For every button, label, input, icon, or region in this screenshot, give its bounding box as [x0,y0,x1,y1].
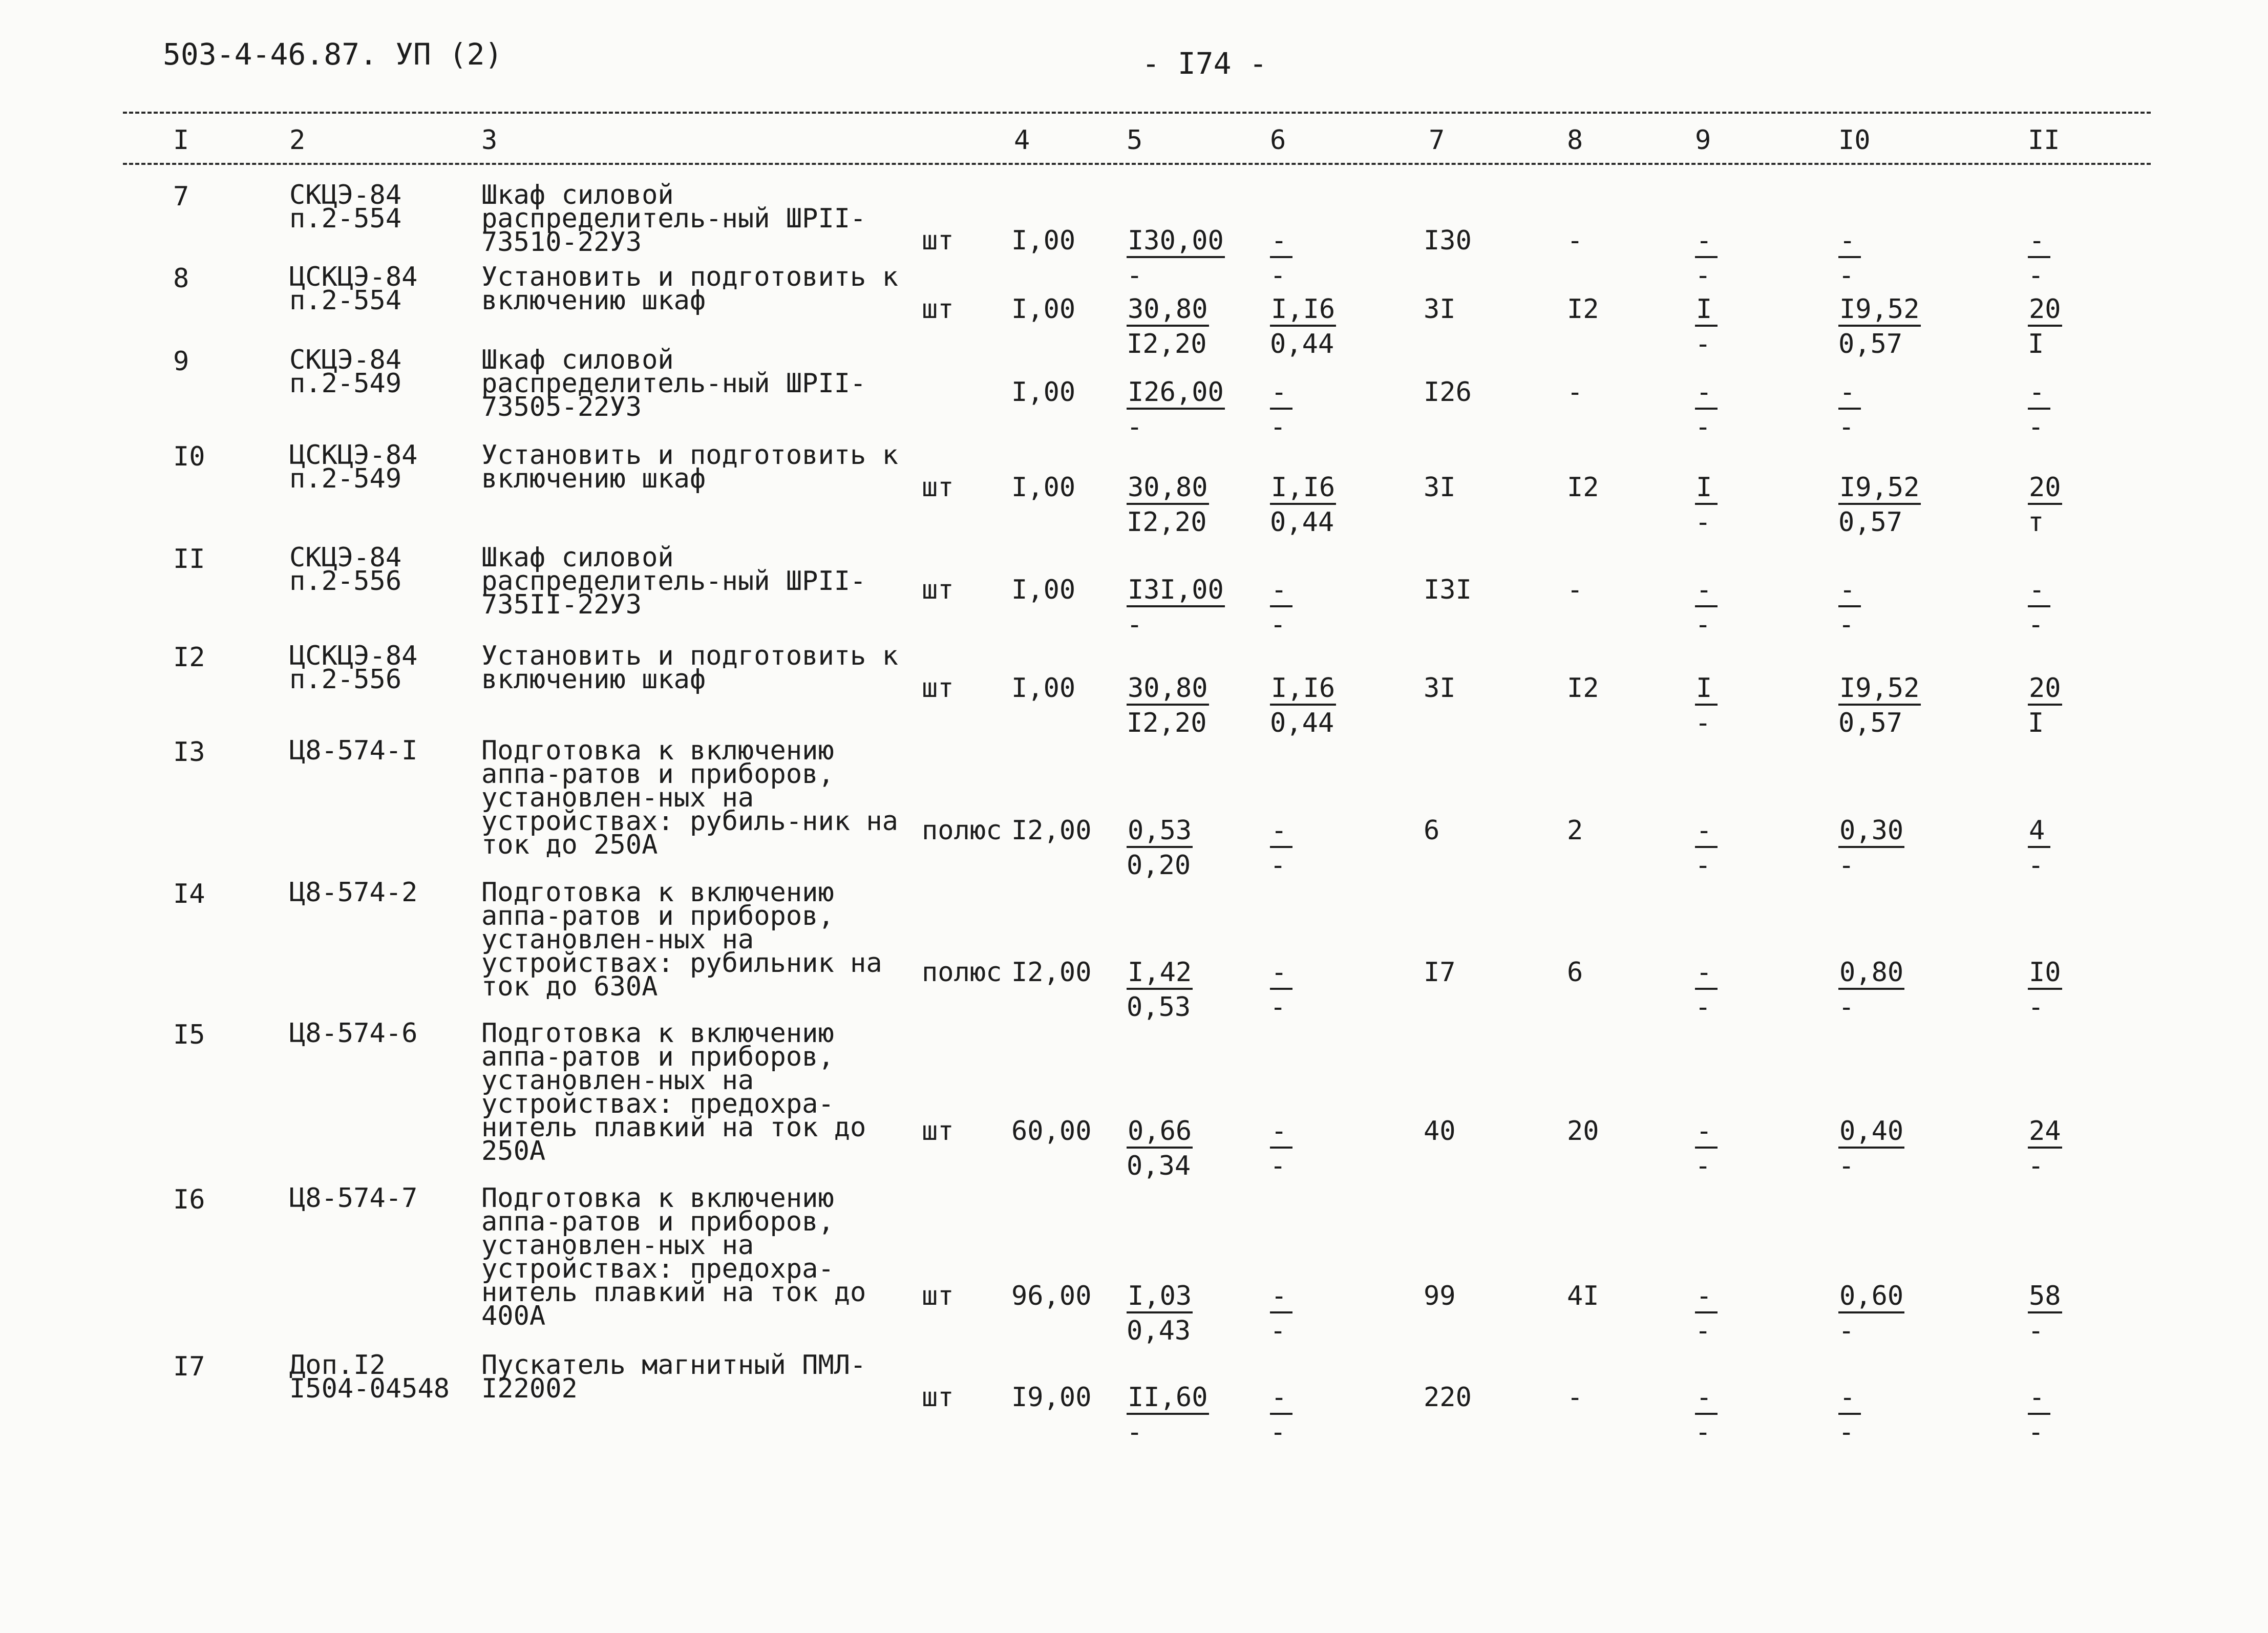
row-col11-denominator: - [2028,1316,2044,1346]
column-header-10: I0 [1838,125,1871,156]
row-col11-denominator: - [2028,992,2044,1023]
row-col6-denominator: 0,44 [1270,708,1334,738]
row-col10-denominator: - [1838,609,1855,640]
row-col5-numerator: 30,80 [1127,675,1209,706]
row-col7: 40 [1424,1116,1456,1147]
row-description: Пускатель магнитный ПМЛ-I22002 [481,1350,866,1404]
row-col10-numerator: 0,80 [1838,959,1904,990]
row-col10-denominator: - [1838,1417,1855,1448]
row-col6-denominator: - [1270,850,1286,881]
row-col9-numerator: - [1695,1384,1718,1415]
row-col5-numerator: I26,00 [1127,379,1225,410]
row-col6 [1270,1283,1292,1344]
row-col6-numerator: - [1270,817,1292,848]
row-col10-denominator: - [1838,260,1855,291]
row-col6-denominator: - [1270,1316,1286,1346]
row-col5-denominator: 0,34 [1127,1151,1191,1181]
row-col5-denominator: 0,53 [1127,992,1191,1023]
row-number: I7 [173,1351,205,1382]
row-col6-denominator: - [1270,1417,1286,1448]
row-col6-numerator: I,I6 [1270,474,1336,505]
row-number: I6 [173,1184,205,1215]
row-col6 [1270,227,1292,289]
row-col10 [1838,1384,1861,1446]
row-number: II [173,544,205,575]
row-col9 [1695,1283,1718,1344]
row-description: Подготовка к включению аппа-ратов и приборов, установлен-ных на устройствах: рубильник на ток до 630А [481,877,882,1002]
row-col10 [1838,959,1904,1021]
row-col11-numerator: 58 [2028,1283,2062,1313]
row-code: ЦСКЦЭ-84 п.2-556 [289,641,418,695]
row-col6 [1270,577,1292,638]
row-col9-numerator: - [1695,379,1718,410]
row-col6 [1270,817,1292,879]
row-col7: 220 [1424,1382,1472,1413]
row-col7: 3I [1424,673,1456,704]
row-col11-numerator: - [2028,577,2050,607]
row-col6-denominator: - [1270,260,1286,291]
row-code: Ц8-574-6 [289,1018,418,1049]
row-col5-denominator: - [1127,260,1143,291]
row-col11-numerator: - [2028,227,2050,258]
row-col11 [2028,959,2062,1021]
row-col5-numerator: 30,80 [1127,296,1209,327]
header-bottom-rule [123,163,2151,165]
row-col10 [1838,474,1921,536]
row-col6-denominator: - [1270,412,1286,442]
row-col5-denominator: - [1127,1417,1143,1448]
row-code: СКЦЭ-84 п.2-549 [289,345,402,399]
row-description: Шкаф силовой распределитель-ный ШРII-73510-22У3 [481,180,866,258]
row-col10-denominator: 0,57 [1838,708,1903,738]
row-col11 [2028,577,2050,638]
row-col10 [1838,1283,1904,1344]
row-col9 [1695,296,1718,357]
row-col6-denominator: 0,44 [1270,507,1334,538]
row-col5 [1127,1384,1209,1446]
row-col6-numerator: - [1270,227,1292,258]
column-header-7: 7 [1429,125,1445,156]
row-col10-numerator: - [1838,379,1861,410]
row-number: I0 [173,441,205,472]
row-col10-denominator: - [1838,1316,1855,1346]
row-col7: 3I [1424,294,1456,325]
row-unit: шт [922,472,954,503]
row-code: ЦСКЦЭ-84 п.2-554 [289,262,418,316]
row-col8: I2 [1567,472,1599,503]
row-col10 [1838,675,1921,736]
row-number: I4 [173,879,205,909]
row-description: Установить и подготовить к включению шкаф [481,641,898,695]
row-col9-numerator: - [1695,577,1718,607]
row-col11 [2028,474,2062,536]
row-col10 [1838,296,1921,357]
column-header-2: 2 [289,125,306,156]
row-col9-denominator: - [1695,329,1711,359]
row-col9 [1695,227,1718,289]
row-col8: - [1567,1382,1583,1413]
row-col9-numerator: - [1695,959,1718,990]
row-code: СКЦЭ-84 п.2-556 [289,542,402,597]
row-col9 [1695,817,1718,879]
row-col5-denominator: - [1127,412,1143,442]
row-unit: шт [922,575,954,605]
document-code: 503-4-46.87. УП (2) [163,37,503,72]
row-col9 [1695,474,1718,536]
row-quantity: I,00 [1011,225,1076,256]
row-col5 [1127,675,1209,736]
row-col6-numerator: - [1270,1384,1292,1415]
row-unit: полюс [922,815,1002,846]
row-col6 [1270,474,1336,536]
row-col8: - [1567,575,1583,605]
row-col5 [1127,1283,1193,1344]
row-col10-numerator: - [1838,577,1861,607]
row-quantity: I9,00 [1011,1382,1092,1413]
row-col9-denominator: - [1695,708,1711,738]
row-col10-denominator: - [1838,1151,1855,1181]
row-col8: 6 [1567,957,1583,988]
row-col9-numerator: - [1695,1283,1718,1313]
column-header-8: 8 [1567,125,1583,156]
row-code: СКЦЭ-84 п.2-554 [289,180,402,234]
row-unit: шт [922,673,954,704]
row-col11-numerator: - [2028,379,2050,410]
row-col5-numerator: II,60 [1127,1384,1209,1415]
row-description: Подготовка к включению аппа-ратов и приборов, установлен-ных на устройствах: предохра-нитель плавкий на ток до 250А [481,1018,866,1167]
row-col8: - [1567,377,1583,408]
row-col11-denominator: - [2028,850,2044,881]
row-col11-denominator: - [2028,1417,2044,1448]
row-col11-denominator: I [2028,708,2044,738]
column-header-3: 3 [481,125,498,156]
page-number: - I74 - [1142,46,1267,81]
row-quantity: I2,00 [1011,815,1092,846]
row-col5 [1127,474,1209,536]
row-col6-denominator: - [1270,1151,1286,1181]
row-col10 [1838,379,1861,440]
row-number: I5 [173,1020,205,1050]
row-quantity: 96,00 [1011,1281,1092,1311]
column-header-5: 5 [1127,125,1143,156]
row-number: 8 [173,263,189,294]
row-col5-numerator: 0,53 [1127,817,1193,848]
row-col5-denominator: - [1127,609,1143,640]
row-quantity: I,00 [1011,575,1076,605]
row-col9-denominator: - [1695,1417,1711,1448]
row-col6 [1270,1118,1292,1179]
row-col10-numerator: - [1838,1384,1861,1415]
row-col5-denominator: I2,20 [1127,708,1207,738]
row-col9 [1695,379,1718,440]
row-col6-denominator: - [1270,609,1286,640]
row-col11-denominator: - [2028,260,2044,291]
row-description: Шкаф силовой распределитель-ный ШРII-73505-22У3 [481,345,866,422]
column-header-4: 4 [1014,125,1030,156]
row-col5-denominator: I2,20 [1127,507,1207,538]
column-header-11: II [2028,125,2060,156]
row-col6-numerator: - [1270,577,1292,607]
row-col11-denominator: - [2028,1151,2044,1181]
row-col6 [1270,675,1336,736]
row-description: Подготовка к включению аппа-ратов и приборов, установлен-ных на устройствах: рубиль-ник на ток до 250А [481,735,898,860]
row-col6-numerator: I,I6 [1270,675,1336,706]
row-unit: шт [922,294,954,325]
row-col10-numerator: - [1838,227,1861,258]
row-col6 [1270,296,1336,357]
row-code: ЦСКЦЭ-84 п.2-549 [289,440,418,494]
row-quantity: 60,00 [1011,1116,1092,1147]
row-col6 [1270,379,1292,440]
row-col9-denominator: - [1695,507,1711,538]
row-col10 [1838,817,1904,879]
row-col9-denominator: - [1695,992,1711,1023]
row-col7: I26 [1424,377,1472,408]
row-col9-denominator: - [1695,609,1711,640]
row-col11-numerator: 20 [2028,675,2062,706]
row-col5-numerator: I3I,00 [1127,577,1225,607]
row-col11-numerator: 24 [2028,1118,2062,1149]
row-col11-denominator: I [2028,329,2044,359]
row-col9-denominator: - [1695,1316,1711,1346]
row-col11-numerator: 20 [2028,296,2062,327]
row-unit: шт [922,1116,954,1147]
row-quantity: I2,00 [1011,957,1092,988]
row-col11-denominator: - [2028,412,2044,442]
row-col11 [2028,296,2062,357]
row-col9 [1695,577,1718,638]
row-col10 [1838,227,1861,289]
row-col10-numerator: I9,52 [1838,296,1921,327]
row-quantity: I,00 [1011,472,1076,503]
row-col11 [2028,1118,2062,1179]
row-col10-denominator: - [1838,850,1855,881]
row-col10-denominator: 0,57 [1838,329,1903,359]
row-col9-numerator: I [1695,675,1718,706]
row-col11-denominator: - [2028,609,2044,640]
row-description: Установить и подготовить к включению шкаф [481,262,898,316]
row-col9-numerator: I [1695,474,1718,505]
row-col7: I7 [1424,957,1456,988]
row-col7: I3I [1424,575,1472,605]
row-col10-denominator: - [1838,992,1855,1023]
row-col9-denominator: - [1695,850,1711,881]
row-col10-numerator: 0,40 [1838,1118,1904,1149]
row-description: Шкаф силовой распределитель-ный ШРII-735II-22У3 [481,542,866,620]
row-col6 [1270,1384,1292,1446]
row-col10 [1838,577,1861,638]
row-code: Доп.I2 I504-04548 [289,1350,450,1404]
row-col6-numerator: - [1270,1118,1292,1149]
row-quantity: I,00 [1011,294,1076,325]
row-col10-numerator: 0,60 [1838,1283,1904,1313]
row-col5-numerator: I30,00 [1127,227,1225,258]
row-col7: 99 [1424,1281,1456,1311]
row-col11 [2028,1384,2050,1446]
row-description: Установить и подготовить к включению шкаф [481,440,898,494]
row-col5-numerator: I,03 [1127,1283,1193,1313]
row-col6 [1270,959,1292,1021]
row-code: Ц8-574-I [289,735,418,766]
row-col5 [1127,227,1225,289]
row-col11 [2028,817,2050,879]
row-col5-denominator: I2,20 [1127,329,1207,359]
row-col5-denominator: 0,43 [1127,1316,1191,1346]
row-quantity: I,00 [1011,377,1076,408]
row-col6-numerator: - [1270,379,1292,410]
row-col11-numerator: 20 [2028,474,2062,505]
row-description: Подготовка к включению аппа-ратов и приборов, установлен-ных на устройствах: предохра-нитель плавкий на ток до 400А [481,1183,866,1331]
row-col7: 3I [1424,472,1456,503]
row-col9 [1695,1384,1718,1446]
row-unit: шт [922,1382,954,1413]
row-col11-numerator: - [2028,1384,2050,1415]
column-header-9: 9 [1695,125,1711,156]
row-unit: шт [922,1281,954,1311]
row-col7: I30 [1424,225,1472,256]
row-code: Ц8-574-7 [289,1183,418,1214]
row-col9-numerator: - [1695,227,1718,258]
row-col9-numerator: - [1695,817,1718,848]
row-col5 [1127,817,1193,879]
column-header-6: 6 [1270,125,1286,156]
row-col9-numerator: I [1695,296,1718,327]
row-col5-numerator: 30,80 [1127,474,1209,505]
row-col9-numerator: - [1695,1118,1718,1149]
row-col10-numerator: I9,52 [1838,474,1921,505]
row-col8: 2 [1567,815,1583,846]
row-col6-numerator: - [1270,959,1292,990]
row-col8: I2 [1567,673,1599,704]
row-col5 [1127,1118,1193,1179]
row-col11 [2028,379,2050,440]
row-col10-numerator: 0,30 [1838,817,1904,848]
row-col10-denominator: 0,57 [1838,507,1903,538]
row-col5 [1127,577,1225,638]
row-col11 [2028,675,2062,736]
row-col6-denominator: - [1270,992,1286,1023]
row-col11-numerator: I0 [2028,959,2062,990]
row-col7: 6 [1424,815,1440,846]
row-number: I2 [173,642,205,673]
row-col9-denominator: - [1695,260,1711,291]
row-unit: полюс [922,957,1002,988]
row-col9 [1695,675,1718,736]
row-col5-numerator: 0,66 [1127,1118,1193,1149]
row-col10-denominator: - [1838,412,1855,442]
row-col8: 20 [1567,1116,1599,1147]
row-number: 9 [173,346,189,377]
row-col11-denominator: т [2028,507,2044,538]
row-col5-denominator: 0,20 [1127,850,1191,881]
row-col11 [2028,1283,2062,1344]
row-col8: I2 [1567,294,1599,325]
row-col5-numerator: I,42 [1127,959,1193,990]
row-col8: - [1567,225,1583,256]
row-col5 [1127,296,1209,357]
row-col10 [1838,1118,1904,1179]
row-col11 [2028,227,2050,289]
row-col5 [1127,959,1193,1021]
row-col9-denominator: - [1695,412,1711,442]
column-header-1: I [173,125,189,156]
row-col6-numerator: - [1270,1283,1292,1313]
row-col9 [1695,1118,1718,1179]
row-col8: 4I [1567,1281,1599,1311]
row-code: Ц8-574-2 [289,877,418,908]
row-col9 [1695,959,1718,1021]
row-number: I3 [173,737,205,768]
row-col5 [1127,379,1225,440]
header-top-rule [123,112,2151,114]
row-quantity: I,00 [1011,673,1076,704]
row-col6-denominator: 0,44 [1270,329,1334,359]
row-col11-numerator: 4 [2028,817,2050,848]
row-col9-denominator: - [1695,1151,1711,1181]
row-unit: шт [922,225,954,256]
row-col6-numerator: I,I6 [1270,296,1336,327]
row-number: 7 [173,181,189,212]
row-col10-numerator: I9,52 [1838,675,1921,706]
